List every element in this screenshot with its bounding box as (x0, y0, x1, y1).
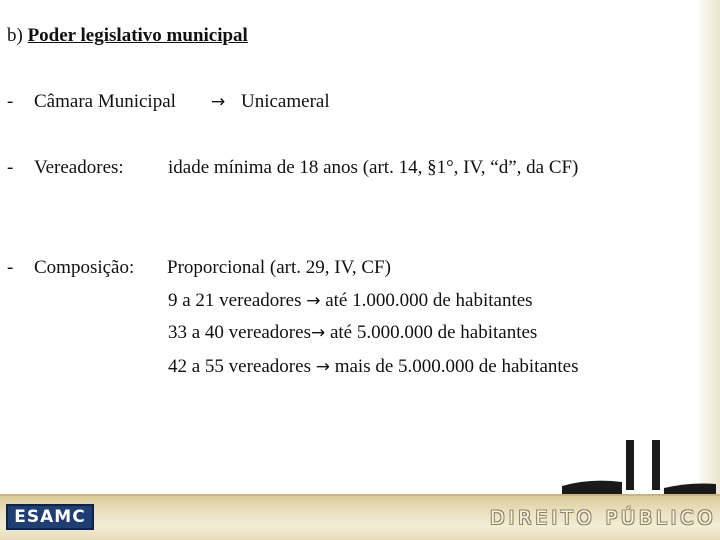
row-seats: 9 a 21 vereadores (168, 290, 302, 311)
composicao-row (168, 356, 579, 378)
composicao-value: Proporcional (art. 29, IV, CF) (167, 257, 391, 278)
decorative-emblem-icon (560, 438, 720, 498)
row-seats: 42 a 55 vereadores (168, 356, 311, 377)
footer-divider (0, 494, 720, 496)
row-population: mais de 5.000.000 de habitantes (334, 356, 579, 377)
camara-value: Unicameral (241, 91, 330, 112)
bullet-dash: - (7, 257, 14, 278)
row-population: até 1.000.000 de habitantes (325, 290, 533, 311)
composicao-row (168, 290, 533, 312)
section-heading (7, 25, 248, 47)
bullet-dash: - (7, 91, 14, 112)
logo-text: ESAMC (14, 507, 86, 527)
composicao-label: Composição: (34, 257, 135, 278)
arrow-icon: → (211, 92, 226, 112)
heading-title: Poder legislativo municipal (27, 25, 248, 46)
vereadores-value: idade mínima de 18 anos (art. 14, §1°, IV, “d”, da CF) (168, 157, 579, 178)
esamc-logo (6, 504, 94, 530)
heading-prefix: b) (7, 25, 23, 46)
vereadores-label: Vereadores: (34, 157, 124, 178)
row-seats: 33 a 40 vereadores (168, 322, 311, 343)
arrow-icon: → (306, 291, 321, 311)
bullet-dash: - (7, 157, 14, 178)
camara-label: Câmara Municipal (34, 91, 176, 112)
footer-title: DIREITO PÚBLICO (490, 507, 717, 529)
arrow-icon: → (310, 323, 326, 343)
arrow-icon: → (315, 357, 330, 377)
row-population: até 5.000.000 de habitantes (329, 322, 538, 343)
right-decorative-strip (696, 0, 720, 500)
composicao-row (168, 322, 537, 344)
